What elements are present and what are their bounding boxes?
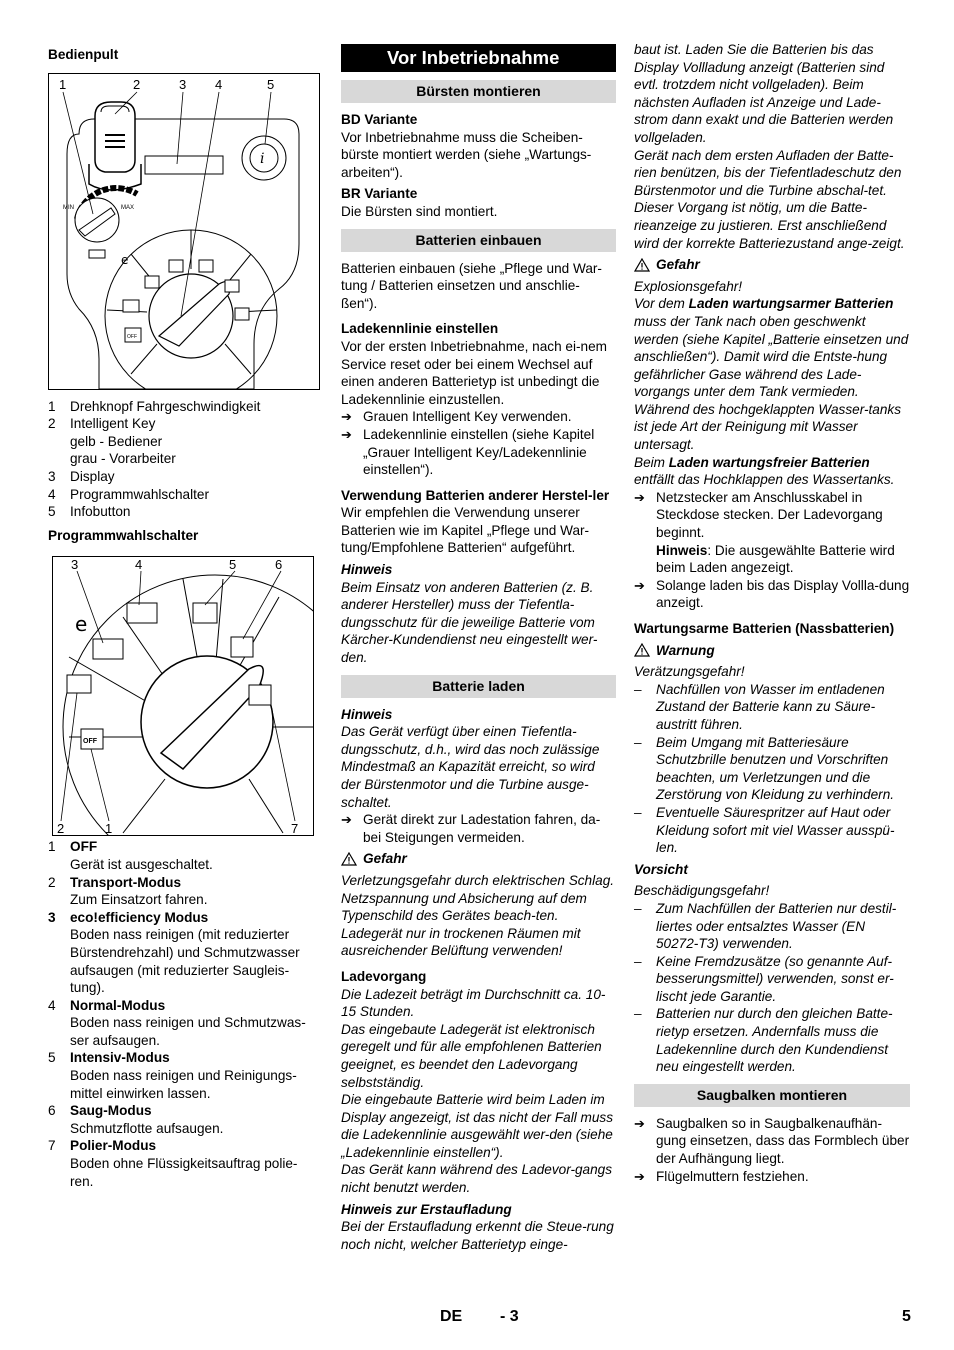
- svg-text:OFF: OFF: [83, 738, 97, 746]
- gefahr-text: Vor dem Laden wartungsarmer Batterien muss der Tank nach oben geschwenkt werden (siehe Kapitel „Batterie einsetzen und anschließen“). Damit wird die Entste-hung gefährlicher Gase während des Lade-vorgangs unter dem Tank vermieden. Während des hochgeklappten Wasser-tanks ist jede Art der Reinigung mit Wasser untersagt.: [634, 296, 909, 453]
- legend-item: 4 Normal-Modus: [48, 997, 166, 1013]
- svg-text:2: 2: [57, 821, 65, 836]
- hinweis-text: Beim Einsatz von anderen Batterien (z. B. anderer Hersteller) muss der Tiefentla-dungsschutz für die jeweilige Batterie vom Kärcher-Kundendienst neu eingestellt wer-den.: [341, 579, 598, 666]
- hinweis-text: Das Gerät verfügt über einen Tiefentla-dungsschutz, d.h., wird das noch zulässige Mindestmaß an Kapazität erreicht, so wird der Bürstenmotor und die Turbine ausge-schaltet.: [341, 724, 600, 810]
- ladevorgang-text: Die eingebaute Batterie wird beim Laden im Display angezeigt, ist das nicht der Fall muss die Ladekennlinie ausgewählt wer-den (siehe „Ladekennlinie einstellen“).: [341, 1092, 613, 1160]
- legend-programmwahlschalter: [48, 838, 320, 1190]
- bd-variante-text: Vor Inbetriebnahme muss die Scheiben-bürste montiert werden (siehe „Wartungs-arbeiten“).: [341, 129, 592, 180]
- svg-text:5: 5: [229, 557, 237, 573]
- arrow-icon: ➔: [341, 426, 352, 442]
- erstaufladung-cont: baut ist. Laden Sie die Batterien bis das Display Vollladung anzeigt (Batterien sind evtl. trotzdem nicht vollgeladen). Beim nächsten Aufladen ist Anzeige und Lade-strom dann exakt und die Batterien werden vollgeladen.: [634, 42, 894, 145]
- step-item: ➔ Solange laden bis das Display Vollla-dung anzeigt.: [634, 577, 910, 611]
- program-selector-drawing: [53, 557, 313, 835]
- callout-5: 5: [267, 76, 275, 92]
- svg-text:3: 3: [71, 557, 79, 573]
- figure-bedienpult: [48, 73, 320, 390]
- svg-text:1: 1: [105, 821, 113, 836]
- ladevorgang-text: Das Gerät kann während des Ladevor-gangs nicht benutzt werden.: [341, 1162, 613, 1196]
- andere-hersteller-text: Wir empfehlen die Verwendung unserer Batterien wie im Kapitel „Pflege und War-tung/Empfohlene Batterien“ aufgeführt.: [341, 505, 590, 556]
- legend-item: 1 Drehknopf Fahrgeschwindigkeit: [48, 398, 261, 414]
- control-panel-drawing: [49, 74, 319, 389]
- step-item: ➔ Flügelmuttern festziehen.: [634, 1168, 809, 1184]
- arrow-icon: ➔: [634, 1168, 645, 1184]
- callout-2: 2: [133, 76, 141, 92]
- section-saugbalken-montieren: Saugbalken montieren: [634, 1084, 910, 1107]
- suction-mode-icon: [231, 637, 253, 657]
- ladevorgang-title: Ladevorgang: [341, 968, 427, 984]
- legend-item: 2 Transport-Modus: [48, 874, 182, 890]
- ladekennlinie-text: Vor der ersten Inbetriebnahme, nach ei-nem Service reset oder bei einem Wechsel auf einen anderen Batterietyp ist unbedingt die Ladekennlinie einzustellen.: [341, 338, 607, 407]
- legend-item: 1 OFF: [48, 839, 98, 855]
- polish-mode-icon: [249, 685, 271, 705]
- vorsicht-text: Beschädigungsgefahr!: [634, 883, 770, 899]
- footer-page-ref: - 3: [500, 1308, 519, 1325]
- heading-programmwahlschalter: Programmwahlschalter: [48, 527, 199, 543]
- legend-item: 7 Polier-Modus: [48, 1138, 157, 1154]
- section-batterie-laden: Batterie laden: [341, 675, 616, 698]
- legend-sub: grau - Vorarbeiter: [70, 451, 176, 467]
- legend-item: 5 Infobutton: [48, 504, 131, 520]
- warning-triangle-icon: [634, 643, 650, 657]
- chapter-banner: Vor Inbetriebnahme: [341, 44, 616, 72]
- list-item: – Batterien nur durch den gleichen Batte-rietyp ersetzen. Andernfalls muss die Ladekennline durch den Kundendienst neu eingestellt werden.: [634, 1006, 893, 1075]
- legend-item: 5 Intensiv-Modus: [48, 1050, 170, 1066]
- step-item: ➔ Netzstecker am Anschlusskabel in Steckdose stecken. Der Ladevorgang beginnt.: [634, 489, 883, 541]
- intensive-mode-icon: [193, 603, 217, 623]
- arrow-icon: ➔: [634, 489, 645, 505]
- legend-item: 2 Intelligent Key: [48, 416, 156, 432]
- arrow-icon: ➔: [634, 577, 645, 593]
- ladevorgang-text: Die Ladezeit beträgt im Durchschnitt ca. 10-15 Stunden.: [341, 986, 606, 1020]
- callout-3: 3: [179, 76, 187, 92]
- warning-triangle-icon: [634, 258, 650, 272]
- callout-4: 4: [215, 76, 223, 92]
- legend-item: 6 Saug-Modus: [48, 1103, 152, 1119]
- column-left: [48, 44, 320, 1190]
- gefahr-text: Verletzungsgefahr durch elektrischen Schlag. Netzspannung und Absicherung auf dem Typenschild des Gerätes beach-ten.: [341, 872, 615, 924]
- nassbatterien-title: Wartungsarme Batterien (Nassbatterien): [634, 621, 895, 636]
- list-item: – Beim Umgang mit Batteriesäure Schutzbrille benutzen und Vorschriften beachten, um Verletzungen und die Zerstörung von Kleidung zu verhindern.: [634, 734, 895, 803]
- warnung-heading: Warnung: [634, 642, 910, 660]
- legend-desc: Zum Einsatzort fahren.: [70, 892, 208, 908]
- warning-triangle-icon: [341, 852, 357, 866]
- step-item: ➔ Ladekennlinie einstellen (siehe Kapitel „Grauer Intelligent Key/Ladekennlinie einstellen“).: [341, 426, 595, 478]
- svg-text:i: i: [260, 150, 265, 167]
- svg-text:OFF: OFF: [127, 333, 137, 340]
- legend-desc: Boden nass reinigen und Schmutzwas-ser aufsaugen.: [70, 1015, 306, 1048]
- legend-desc: Boden nass reinigen und Reinigungs-mittel einwirken lassen.: [70, 1068, 297, 1101]
- step-hint: Hinweis: Die ausgewählte Batterie wird beim Laden angezeigt.: [656, 542, 895, 576]
- gefahr-heading: Gefahr: [634, 256, 910, 274]
- legend-desc: Boden nass reinigen (mit reduzierter Bürstendrehzahl) und Schmutzwasser aufsaugen (mit reduzierter Saugleis-tung).: [70, 927, 300, 996]
- warnung-text: Verätzungsgefahr!: [634, 664, 745, 680]
- list-item: – Eventuelle Säurespritzer auf Haut oder Kleidung sofort mit viel Wasser ausspü-len.: [634, 804, 895, 856]
- legend-desc: Boden ohne Flüssigkeitsauftrag polie-ren.: [70, 1156, 298, 1189]
- hinweis-title: Hinweis: [341, 562, 393, 578]
- arrow-icon: ➔: [634, 1115, 645, 1131]
- normal-mode-icon: [127, 603, 157, 623]
- legend-item: 3 eco!efficiency Modus: [48, 909, 209, 925]
- svg-text:MAX: MAX: [121, 204, 135, 211]
- gefahr-text: Ladegerät nur in trockenen Räumen mit ausreichender Belüftung verwenden!: [341, 925, 581, 959]
- eco-efficiency-icon: [93, 639, 123, 659]
- ladekennlinie-title: Ladekennlinie einstellen: [341, 321, 499, 337]
- eco-mode-icon: e: [75, 612, 88, 637]
- step-item: ➔ Saugbalken so in Saugbalkenaufhän-gung einsetzen, dass das Formblech über der Aufhängung liegt.: [634, 1115, 910, 1167]
- gefahr-heading: Gefahr: [341, 850, 616, 868]
- footer-page-number: 5: [902, 1308, 911, 1325]
- vorsicht-title: Vorsicht: [634, 861, 688, 877]
- transport-mode-icon: [67, 675, 91, 693]
- svg-text:MIN: MIN: [63, 204, 74, 211]
- gefahr-text: Beim Laden wartungsfreier Batterien entfällt das Hochklappen des Wassertanks.: [634, 454, 895, 488]
- legend-item: 3 Display: [48, 468, 115, 484]
- list-item: – Keine Fremdzusätze (so genannte Auf-besserungsmittel) verwenden, sonst er-lischt jede Garantie.: [634, 953, 894, 1004]
- br-variante-title: BR Variante: [341, 186, 418, 202]
- gefahr-text: Explosionsgefahr!: [634, 278, 743, 294]
- hinweis-title: Hinweis: [341, 706, 393, 722]
- erstaufladung-text: Bei der Erstaufladung erkennt die Steue-rung noch nicht, welcher Batterietyp einge-: [341, 1219, 614, 1252]
- callout-1: 1: [59, 76, 67, 92]
- svg-text:6: 6: [275, 557, 283, 573]
- column-right: [634, 41, 910, 1185]
- column-middle: [341, 44, 616, 1253]
- svg-text:4: 4: [135, 557, 143, 573]
- svg-text:7: 7: [291, 821, 299, 836]
- svg-text:e: e: [121, 252, 129, 267]
- bd-variante-title: BD Variante: [341, 112, 418, 127]
- br-variante-text: Die Bürsten sind montiert.: [341, 203, 498, 219]
- heading-bedienpult: Bedienpult: [48, 47, 119, 62]
- arrow-icon: ➔: [341, 812, 352, 828]
- legend-bedienpult: [48, 398, 320, 521]
- legend-sub: gelb - Bediener: [70, 433, 163, 449]
- display-icon: [145, 156, 223, 174]
- legend-desc: Gerät ist ausgeschaltet.: [70, 856, 213, 872]
- erstaufladung-title: Hinweis zur Erstaufladung: [341, 1201, 512, 1217]
- einbauen-text: Batterien einbauen (siehe „Pflege und War-tung / Batterien einsetzen und anschlie-ßen“).: [341, 260, 602, 311]
- erstaufladung-cont2: Gerät nach dem ersten Aufladen der Batte-rien benützen, bis der Tiefentladeschutz den Bürstenmotor und die Turbine abschal-tet. Dieser Vorgang ist nötig, um die Batte-rieanzeige zu justieren. Erst anschließend wird der korrekte Batteriezustand ange-zeigt.: [634, 147, 905, 251]
- figure-programmwahlschalter: [52, 556, 314, 836]
- step-item: ➔ Gerät direkt zur Ladestation fahren, da-bei Steigungen vermeiden.: [341, 812, 601, 845]
- ladevorgang-text: Das eingebaute Ladegerät ist elektronisch geregelt und für alle empfohlenen Batterien geeignet, es beendet den Ladevorgang selbstständig.: [341, 1021, 602, 1090]
- list-item: – Nachfüllen von Wasser im entladenen Zustand der Batterie kann zu Säure-austritt führen.: [634, 681, 885, 732]
- step-item: ➔ Grauen Intelligent Key verwenden.: [341, 409, 572, 425]
- legend-desc: Schmutzflotte aufsaugen.: [70, 1120, 224, 1136]
- footer-language: DE: [440, 1308, 463, 1325]
- section-batterien-einbauen: Batterien einbauen: [341, 229, 616, 252]
- info-button-icon: [242, 136, 286, 180]
- list-item: – Zum Nachfüllen der Batterien nur destil-liertes oder entsalztes Wasser (EN 50272-T3) verwenden.: [634, 900, 897, 952]
- arrow-icon: ➔: [341, 409, 352, 425]
- section-buersten-montieren: Bürsten montieren: [341, 80, 616, 103]
- legend-item: 4 Programmwahlschalter: [48, 486, 210, 502]
- andere-hersteller-title: Verwendung Batterien anderer Herstel-ler: [341, 487, 610, 503]
